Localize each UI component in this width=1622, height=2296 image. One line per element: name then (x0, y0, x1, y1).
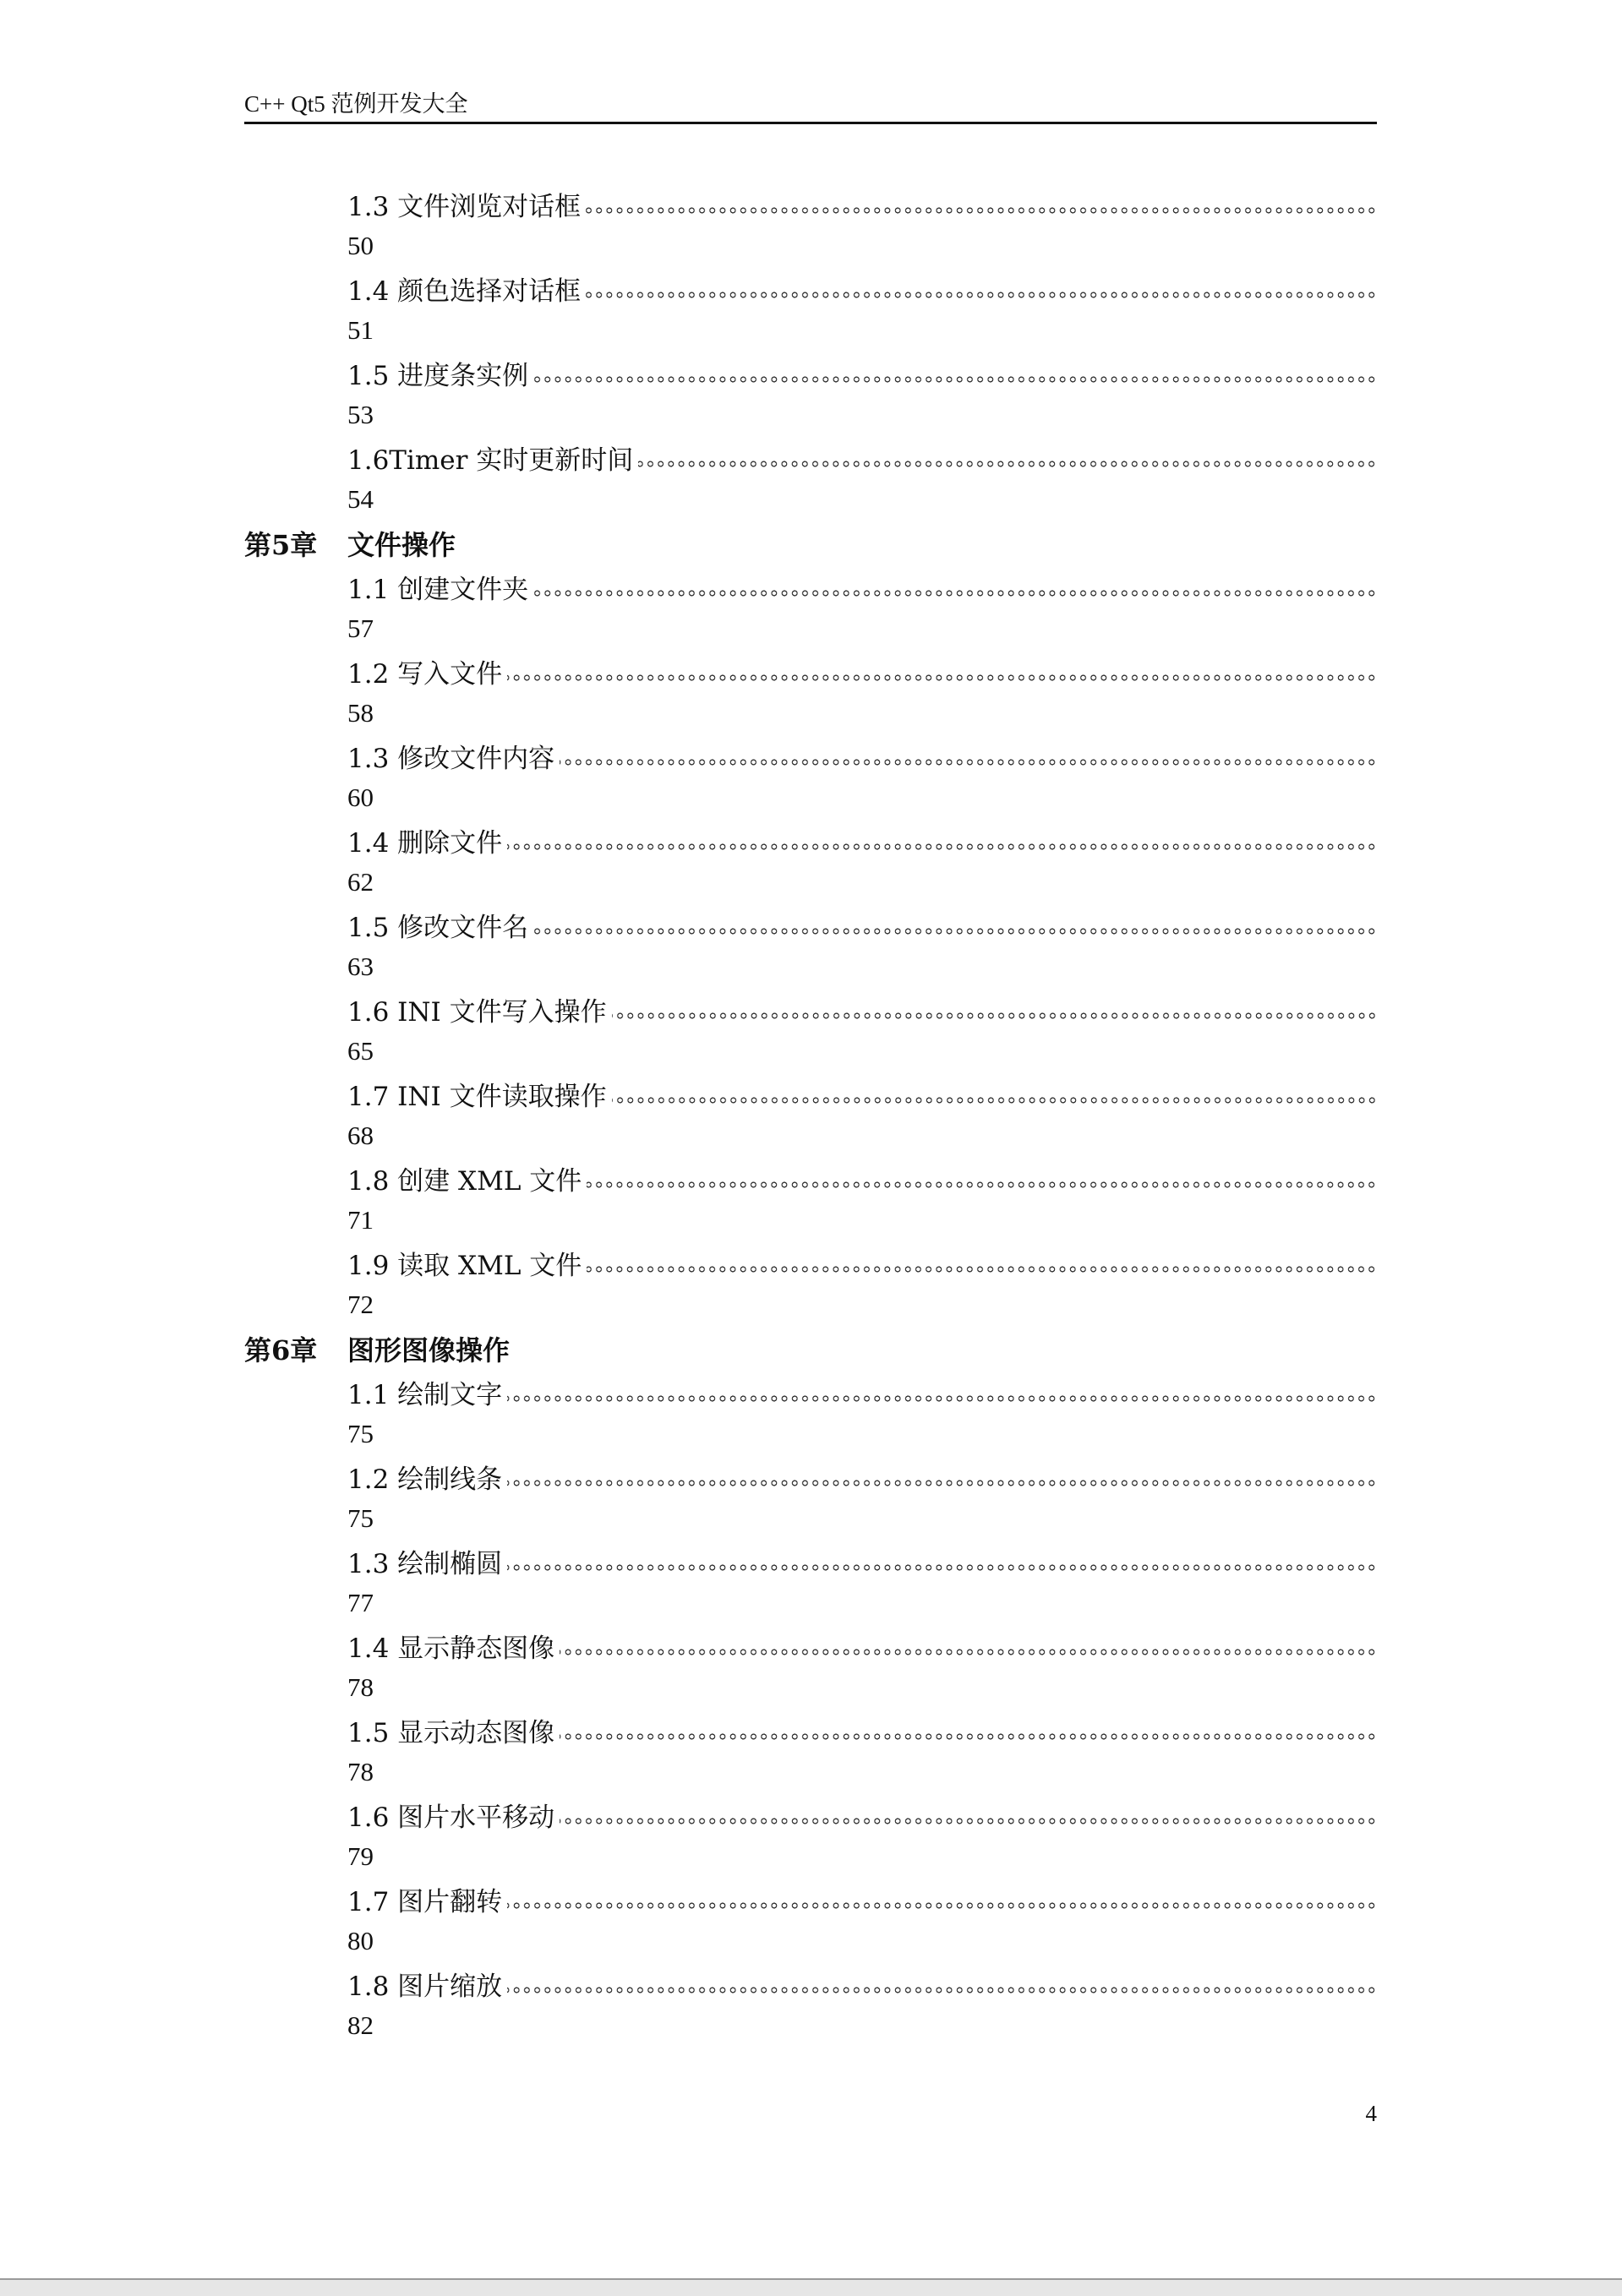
dot-leader (560, 1817, 1377, 1825)
dot-leader (533, 927, 1377, 935)
toc-entry[interactable] (244, 1878, 1377, 1962)
toc-entry[interactable] (244, 1371, 1377, 1455)
toc-chapter-heading[interactable] (244, 1326, 1377, 1371)
toc-entry[interactable] (244, 1709, 1377, 1793)
toc-entry[interactable] (244, 1455, 1377, 1540)
dot-leader (560, 758, 1377, 766)
toc-entry-title: 1.5 显示动态图像 (347, 1717, 555, 1748)
dot-leader (560, 1732, 1377, 1741)
dot-leader (507, 1901, 1377, 1910)
toc-entry-page: 75 (347, 1419, 374, 1448)
toc-entry-title: 1.8 图片缩放 (347, 1971, 503, 2002)
toc-entry-page: 58 (347, 698, 374, 728)
toc-entry[interactable] (244, 267, 1377, 352)
toc-entry-line (244, 1540, 1377, 1582)
dot-leader (560, 1648, 1377, 1656)
toc-entry-page: 82 (347, 2010, 374, 2040)
toc-entry-line (244, 1241, 1377, 1284)
toc-entry-line (244, 352, 1377, 394)
toc-entry-line (244, 650, 1377, 692)
toc-entry-title: 1.7 INI 文件读取操作 (347, 1081, 607, 1112)
toc-entry[interactable] (244, 819, 1377, 903)
toc-entry-title: 1.3 文件浏览对话框 (347, 191, 582, 222)
toc-entry[interactable] (244, 988, 1377, 1072)
toc-entry[interactable] (244, 183, 1377, 267)
toc-entry-title: 1.4 显示静态图像 (347, 1633, 555, 1664)
toc-entry-page: 57 (347, 614, 374, 643)
toc-entry-page: 78 (347, 1672, 374, 1702)
running-header (244, 88, 1377, 124)
toc-entry-title: 1.8 创建 XML 文件 (347, 1165, 582, 1197)
toc-entry-page: 71 (347, 1205, 374, 1235)
toc-entry[interactable] (244, 1624, 1377, 1709)
toc-entry-line (244, 1157, 1377, 1199)
toc-entry-page: 75 (347, 1503, 374, 1533)
toc-entry-title: 1.4 颜色选择对话框 (347, 275, 582, 307)
toc-entry-title: 1.7 图片翻转 (347, 1886, 503, 1917)
dot-leader (507, 674, 1377, 682)
page-bottom-edge (0, 2278, 1622, 2296)
dot-leader (586, 291, 1377, 299)
toc-entry-line (244, 1455, 1377, 1497)
toc-entry-title: 1.3 修改文件内容 (347, 743, 555, 774)
toc-entry-page: 51 (347, 315, 374, 345)
dot-leader (507, 843, 1377, 851)
toc-entry[interactable] (244, 734, 1377, 819)
dot-leader (612, 1012, 1377, 1020)
dot-leader (586, 206, 1377, 215)
toc-entry[interactable] (244, 903, 1377, 988)
toc-entry-title: 1.1 创建文件夹 (347, 574, 529, 605)
toc-entry-title: 1.9 读取 XML 文件 (347, 1250, 582, 1281)
toc-entry[interactable] (244, 650, 1377, 734)
toc-entry-line (244, 267, 1377, 309)
toc-entry-page: 68 (347, 1121, 374, 1150)
toc-entry-page: 63 (347, 952, 374, 981)
toc-entry-line (244, 819, 1377, 861)
toc-entry-line (244, 1624, 1377, 1666)
toc-entry-line (244, 1371, 1377, 1413)
toc-entry-title: 1.6 INI 文件写入操作 (347, 996, 607, 1028)
toc-entry-line (244, 903, 1377, 946)
dot-leader (507, 1563, 1377, 1572)
toc-entry-page: 53 (347, 400, 374, 429)
dot-leader (587, 1181, 1377, 1189)
toc-entry-title: 1.5 进度条实例 (347, 360, 529, 391)
chapter-title: 文件操作 (347, 528, 456, 561)
toc-entry-line (244, 734, 1377, 777)
dot-leader (533, 375, 1377, 384)
dot-leader (612, 1096, 1377, 1104)
toc-entry-line (244, 1709, 1377, 1751)
dot-leader (507, 1479, 1377, 1487)
toc-entry-page: 65 (347, 1036, 374, 1066)
toc-entry[interactable] (244, 1241, 1377, 1326)
toc-entry[interactable] (244, 1793, 1377, 1878)
toc-entry-page: 79 (347, 1841, 374, 1871)
dot-leader (638, 460, 1377, 468)
toc-entry[interactable] (244, 565, 1377, 650)
toc-entry-title: 1.2 写入文件 (347, 658, 503, 690)
toc-entry-title: 1.2 绘制线条 (347, 1464, 503, 1495)
toc-entry-page: 60 (347, 783, 374, 812)
toc-entry[interactable] (244, 1540, 1377, 1624)
toc-entry[interactable] (244, 436, 1377, 521)
toc-entry-page: 54 (347, 484, 374, 514)
toc-entry-line (244, 436, 1377, 478)
toc-entry-line (244, 565, 1377, 608)
toc-entry-line (244, 1878, 1377, 1920)
toc-entry-title: 1.1 绘制文字 (347, 1379, 503, 1410)
page-number: 4 (1365, 2101, 1377, 2126)
toc-entry-page: 77 (347, 1588, 374, 1617)
dot-leader (587, 1265, 1377, 1273)
table-of-contents (244, 183, 1377, 2047)
toc-chapter-heading[interactable] (244, 521, 1377, 565)
toc-entry-page: 78 (347, 1757, 374, 1786)
chapter-number: 第5章 (244, 528, 318, 561)
toc-entry-page: 50 (347, 231, 374, 260)
toc-entry-page: 72 (347, 1290, 374, 1319)
toc-entry[interactable] (244, 1962, 1377, 2047)
toc-entry-page: 80 (347, 1926, 374, 1955)
chapter-title: 图形图像操作 (347, 1333, 511, 1366)
toc-entry-line (244, 1962, 1377, 2004)
toc-entry-title: 1.5 修改文件名 (347, 912, 529, 943)
toc-entry-title: 1.3 绘制椭圆 (347, 1548, 503, 1579)
toc-entry[interactable] (244, 352, 1377, 436)
toc-entry-line (244, 1793, 1377, 1835)
toc-entry-page: 62 (347, 867, 374, 897)
toc-entry-line (244, 988, 1377, 1030)
toc-entry-line (244, 1072, 1377, 1115)
dot-leader (507, 1986, 1377, 1994)
toc-entry-line (244, 183, 1377, 225)
book-title: C++ Qt5 范例开发大全 (244, 91, 468, 117)
toc-entry-title: 1.6 图片水平移动 (347, 1802, 555, 1833)
toc-entry-title: 1.6Timer 实时更新时间 (347, 444, 634, 476)
dot-leader (507, 1394, 1377, 1403)
toc-entry[interactable] (244, 1157, 1377, 1241)
dot-leader (533, 589, 1377, 597)
toc-entry[interactable] (244, 1072, 1377, 1157)
chapter-number: 第6章 (244, 1333, 318, 1366)
toc-entry-title: 1.4 删除文件 (347, 827, 503, 859)
